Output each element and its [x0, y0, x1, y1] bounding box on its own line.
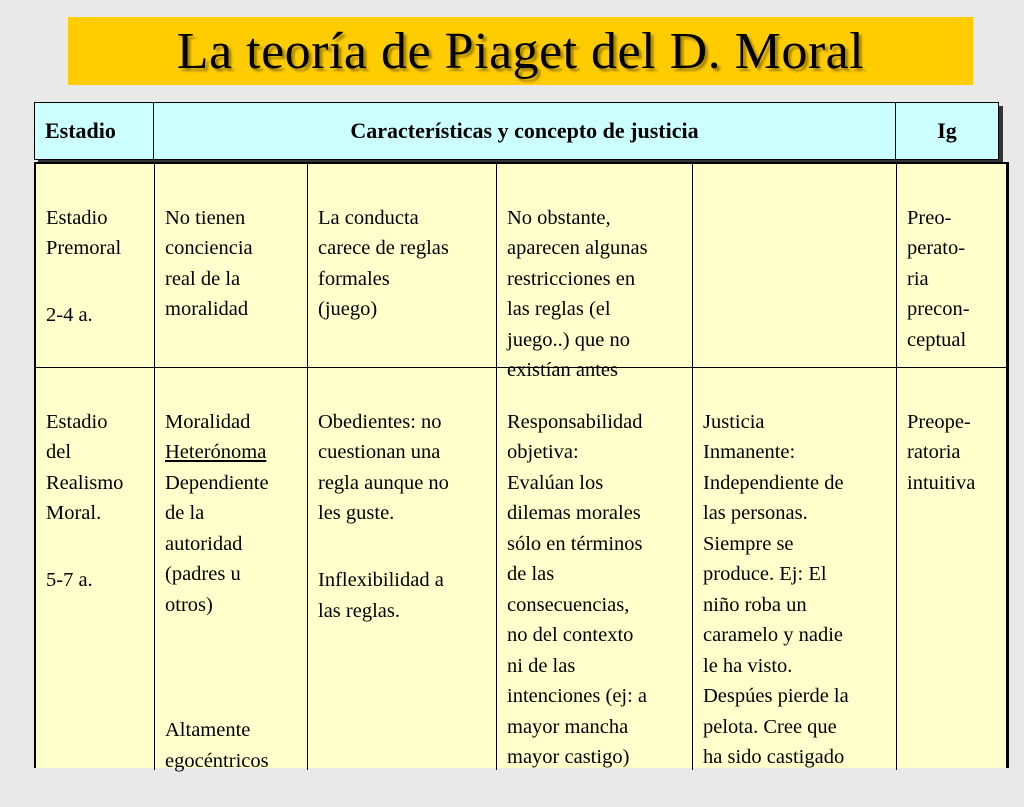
stage-name: Estadio del Realismo Moral. [46, 410, 124, 524]
characteristic-cell: Responsabilidad objetiva: Evalúan los dilemas morales sólo en términos de las consecuencias, no del contexto ni de las intenciones (ej: a mayor mancha mayor castigo) [497, 368, 693, 770]
table-header [34, 102, 999, 160]
characteristic-cell: Moralidad Heterónoma Dependiente de la autoridad (padres u otros) Altamente egocéntricos [155, 368, 308, 770]
characteristic-cell [693, 164, 897, 367]
characteristic-cell: La conducta carece de reglas formales (juego) [308, 164, 497, 367]
underlined-term: Heterónoma [165, 441, 267, 463]
stage-age: 2-4 a. [46, 304, 93, 326]
header-stage: Estadio [35, 103, 154, 159]
title-banner [68, 17, 973, 85]
stage-name: Estadio Premoral [46, 206, 122, 259]
header-characteristics: Características y concepto de justicia [154, 103, 896, 159]
ig-cell: Preo- perato- ria precon- ceptual [907, 206, 970, 351]
header-ig: Ig [937, 118, 957, 143]
characteristic-cell: Obedientes: no cuestionan una regla aunque no les guste. Inflexibilidad a las reglas. [308, 368, 497, 770]
stage-age: 5-7 a. [46, 569, 93, 591]
stages-table [34, 162, 1009, 772]
characteristic-cell: No tienen conciencia real de la moralidad [155, 164, 308, 367]
stage-cell [36, 368, 155, 770]
table-row [36, 368, 1006, 770]
ig-cell: Preope- ratoria intuitiva [907, 410, 976, 494]
characteristic-cell: Justicia Inmanente: Independiente de las personas. Siempre se produce. Ej: El niño roba un caramelo y nadie le ha visto. Despúes pierde la pelota. Cree que ha sido castigado [693, 368, 897, 770]
stage-cell [36, 164, 155, 367]
page-title: La teoría de Piaget del D. Moral [176, 22, 865, 80]
table-row [36, 164, 1006, 381]
characteristic-cell: No obstante, aparecen algunas restricciones en las reglas (el juego..) que no existían antes [497, 164, 693, 367]
